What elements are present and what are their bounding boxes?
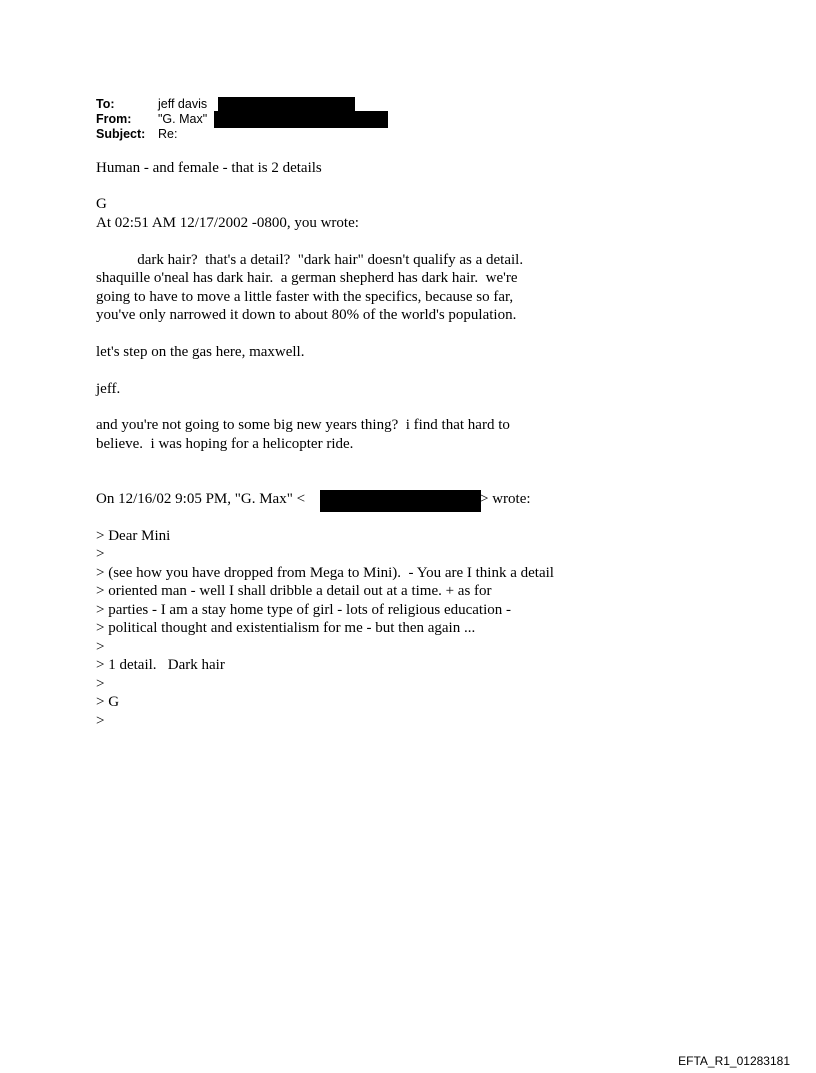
- quoted-line: >: [96, 639, 105, 655]
- quoted-line: >: [96, 713, 105, 729]
- quote-header-prefix: On 12/16/02 9:05 PM, "G. Max" <: [96, 491, 306, 507]
- reply-line: Human - and female - that is 2 details: [96, 160, 322, 176]
- quoted-line: > G: [96, 694, 120, 710]
- to-row: [96, 97, 207, 112]
- quoted-line: > Dear Mini: [96, 528, 171, 544]
- to-label: To:: [96, 97, 115, 111]
- paragraph-line: believe. i was hoping for a helicopter ride.: [96, 436, 354, 452]
- quote-header-suffix: > wrote:: [480, 491, 531, 507]
- from-label: From:: [96, 112, 132, 126]
- signature: G: [96, 196, 107, 212]
- quoted-line: > (see how you have dropped from Mega to Mini). - You are I think a detail: [96, 565, 554, 581]
- quoted-line: > political thought and existentialism for me - but then again ...: [96, 620, 476, 636]
- quoted-line: > parties - I am a stay home type of girl - lots of religious education -: [96, 602, 512, 618]
- from-row: [96, 112, 207, 127]
- redaction-box: [218, 97, 355, 111]
- redaction-box: [214, 111, 388, 128]
- paragraph-line: let's step on the gas here, maxwell.: [96, 344, 305, 360]
- subject-row: [96, 127, 177, 142]
- redaction-box: [320, 490, 481, 512]
- attribution-line: At 02:51 AM 12/17/2002 -0800, you wrote:: [96, 215, 359, 231]
- paragraph-line: dark hair? that's a detail? "dark hair" doesn't qualify as a detail.: [96, 252, 524, 268]
- paragraph-line: shaquille o'neal has dark hair. a german shepherd has dark hair. we're: [96, 270, 518, 286]
- paragraph-line: you've only narrowed it down to about 80% of the world's population.: [96, 307, 517, 323]
- quoted-line: >: [96, 546, 105, 562]
- subject-value: Re:: [158, 127, 178, 141]
- quoted-line: > 1 detail. Dark hair: [96, 657, 225, 673]
- to-value: jeff davis: [158, 97, 208, 111]
- quoted-line: > oriented man - well I shall dribble a detail out at a time. + as for: [96, 583, 492, 599]
- from-value: "G. Max": [158, 112, 208, 126]
- paragraph-line: and you're not going to some big new years thing? i find that hard to: [96, 417, 510, 433]
- paragraph-line: going to have to move a little faster with the specifics, because so far,: [96, 289, 514, 305]
- subject-label: Subject:: [96, 127, 146, 141]
- document-id: EFTA_R1_01283181: [678, 1054, 790, 1068]
- paragraph-line: jeff.: [96, 381, 121, 397]
- quoted-line: >: [96, 676, 105, 692]
